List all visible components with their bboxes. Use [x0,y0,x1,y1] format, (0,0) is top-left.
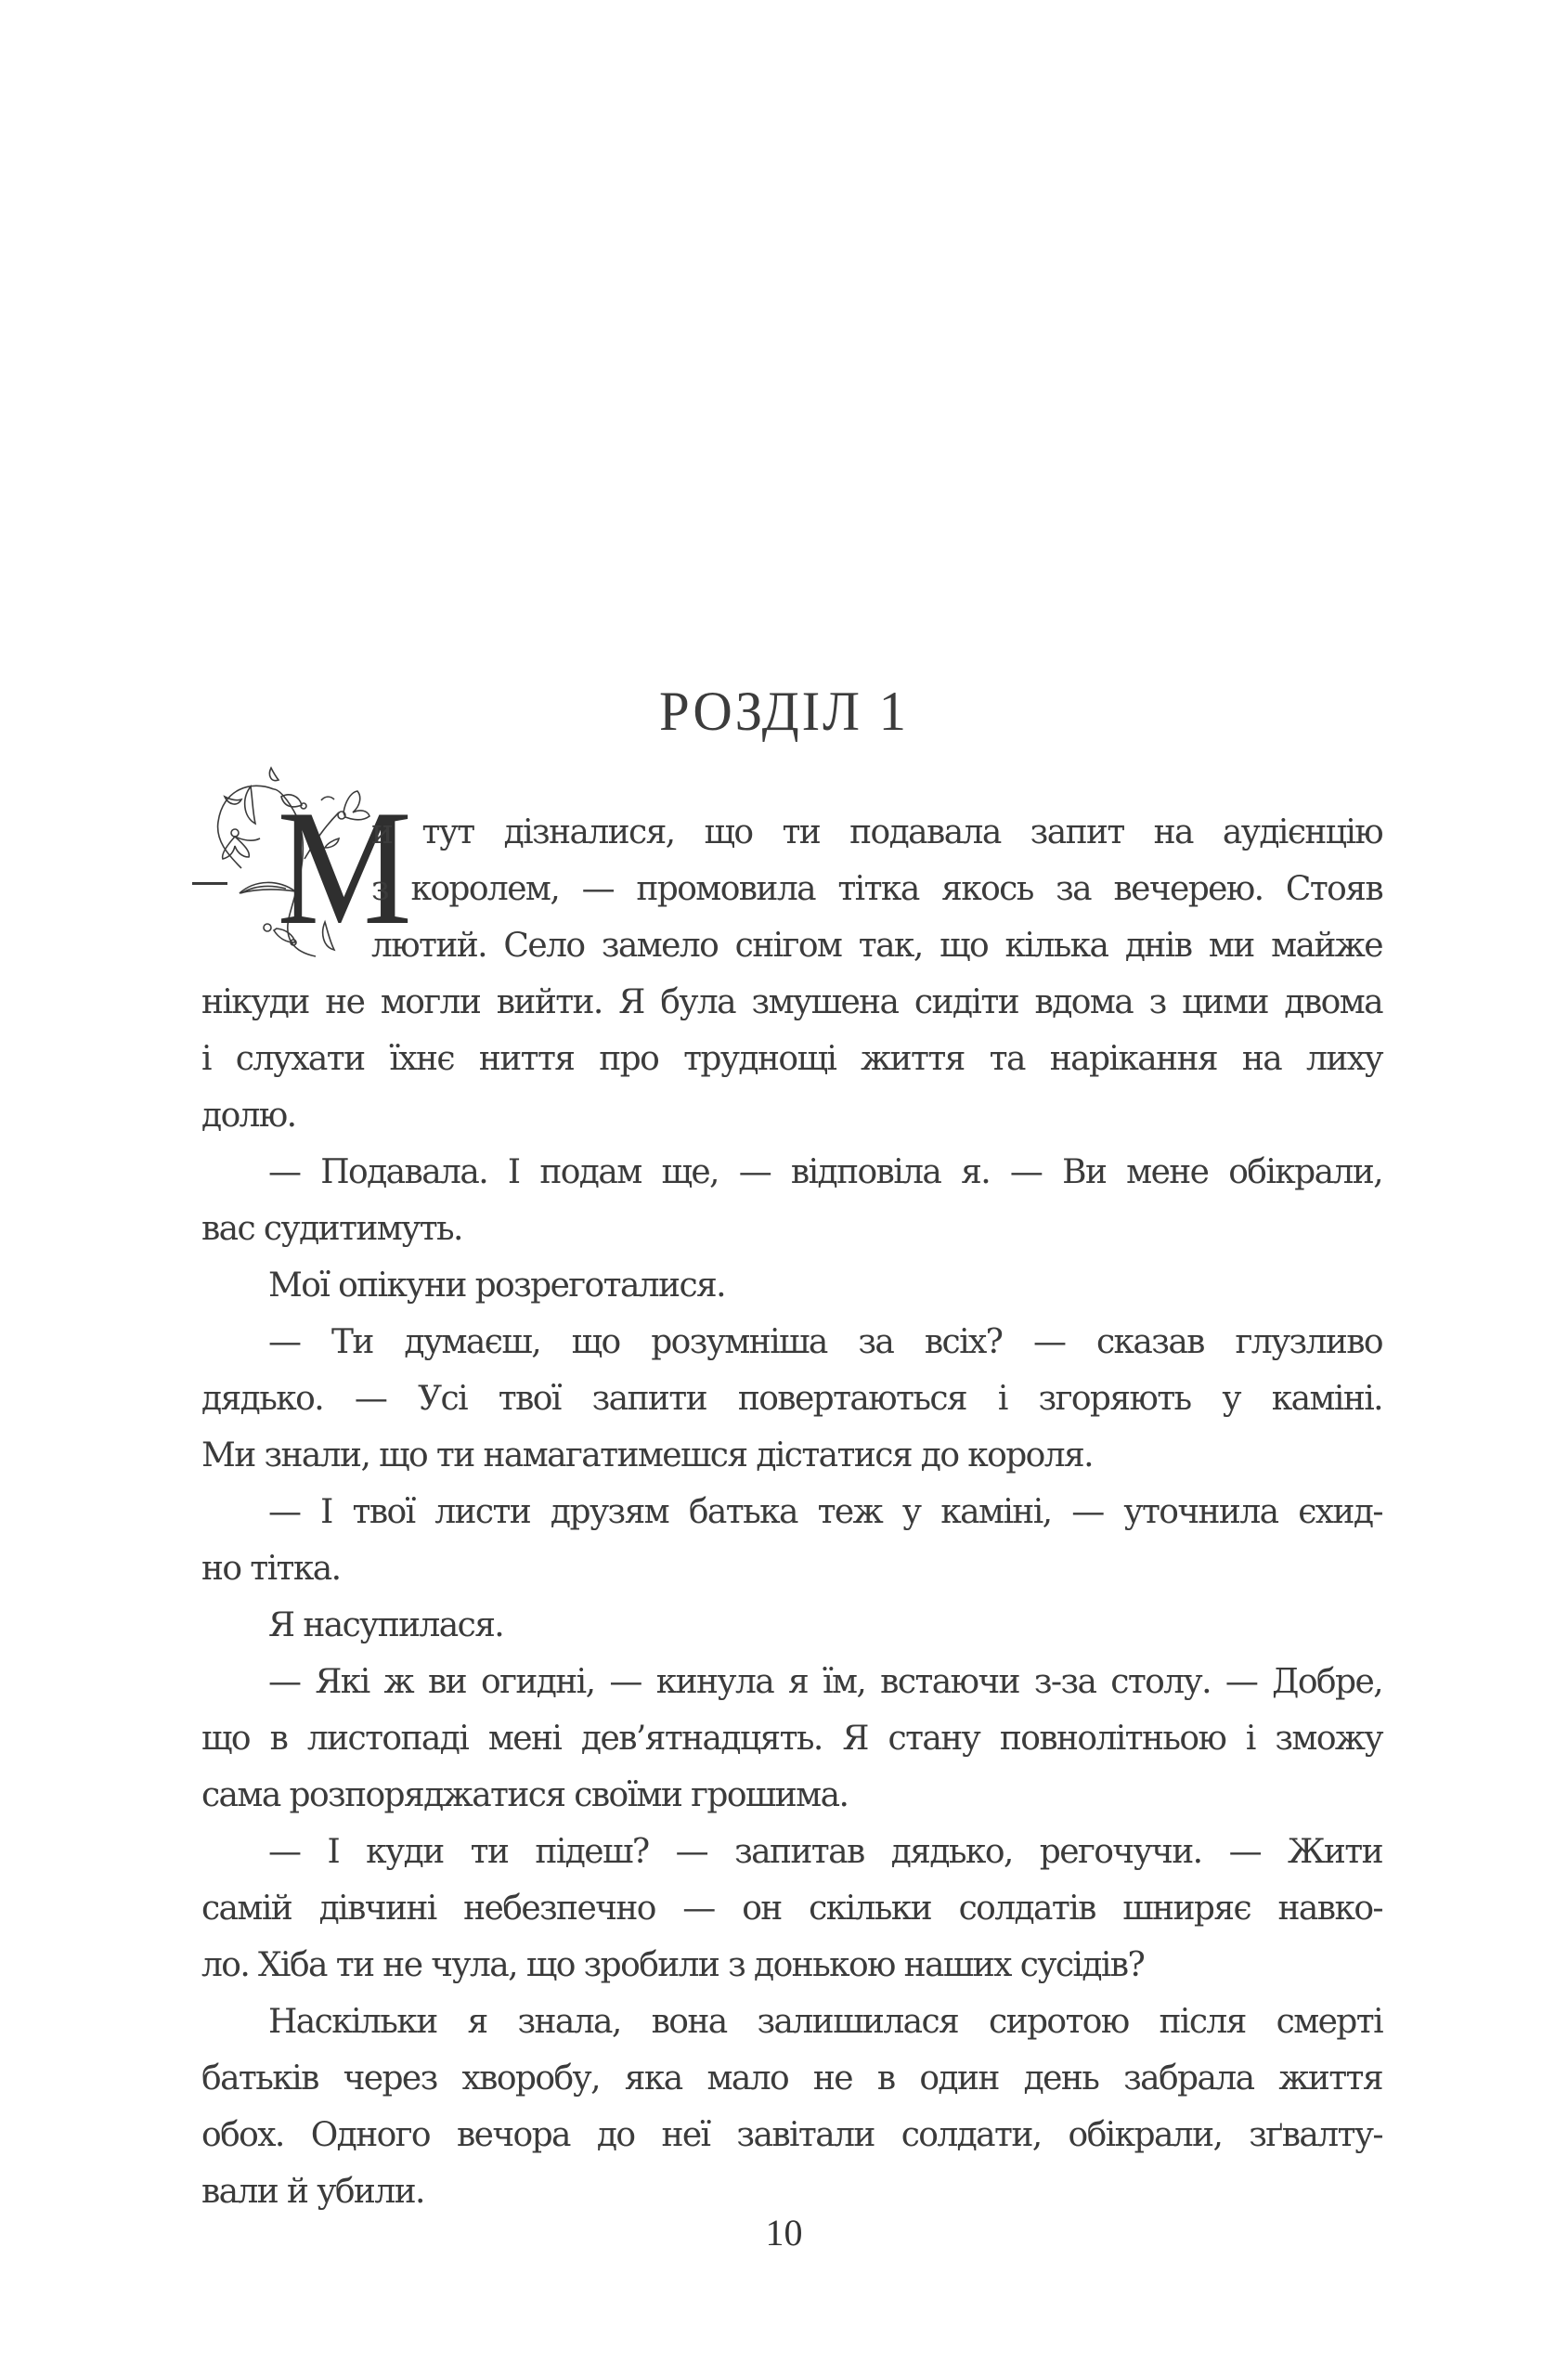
text-line: батьків через хворобу, яка мало не в один день забрала життя [201,2059,1382,2098]
body-text [201,804,1382,2220]
text-line: долю. [201,1097,296,1135]
text-line: лютий. Село замело снігом так, що кілька днів ми майже [371,927,1382,965]
text-line: з королем, — промовила тітка якось за вечерею. Стояв [371,870,1382,908]
text-line: дядько. — Усі твої запити повертаються і згоряють у каміні. [201,1380,1382,1418]
text-line: вали й убили. [201,2173,424,2211]
text-line: Наскільки я знала, вона залишилася сиротою після смерті [268,2003,1382,2041]
text-line: — І куди ти підеш? — запитав дядько, регочучи. — Жити [268,1833,1382,1871]
text-line: Мої опікуни розреготалися. [268,1266,725,1305]
drop-cap-letter: М [277,775,412,959]
chapter-title: РОЗДІЛ 1 [659,681,909,742]
text-line: — І твої листи друзям батька теж у каміні, — уточнила єхид- [268,1493,1382,1531]
text-line: но тітка. [201,1550,341,1588]
text-line: що в листопаді мені дев’ятнадцять. Я стану повнолітньою і зможу [201,1720,1382,1758]
text-line: вас судитимуть. [201,1210,462,1248]
page-number: 10 [765,2212,803,2254]
text-line: і слухати їхнє ниття про труднощі життя та нарікання на лиху [201,1040,1382,1078]
text-line: ло. Хіба ти не чула, що зробили з донькою наших сусідів? [201,1946,1145,1984]
text-line: Ми знали, що ти намагатимешся дістатися до короля. [201,1436,1093,1474]
text-line: — Які ж ви огидні, — кинула я їм, встаючи з-за столу. — Добре, [268,1663,1382,1701]
text-line: сама розпоряджатися своїми грошима. [201,1776,849,1814]
text-line: — Ти думаєш, що розумніша за всіх? — сказав глузливо [268,1323,1382,1361]
text-line: Я насупилася. [268,1606,504,1644]
text-line: — Подавала. І подам ще, — відповіла я. — Ви мене обікрали, [268,1153,1382,1191]
text-line: и тут дізналися, що ти подавала запит на аудієнцію [371,813,1382,851]
text-line: самій дівчині небезпечно — он скільки солдатів шниряє навко- [201,1890,1382,1928]
text-line: нікуди не могли вийти. Я була змушена сидіти вдома з цими двома [201,983,1382,1021]
text-line: обох. Одного вечора до неї завітали солдати, обікрали, зґвалту- [201,2116,1382,2154]
